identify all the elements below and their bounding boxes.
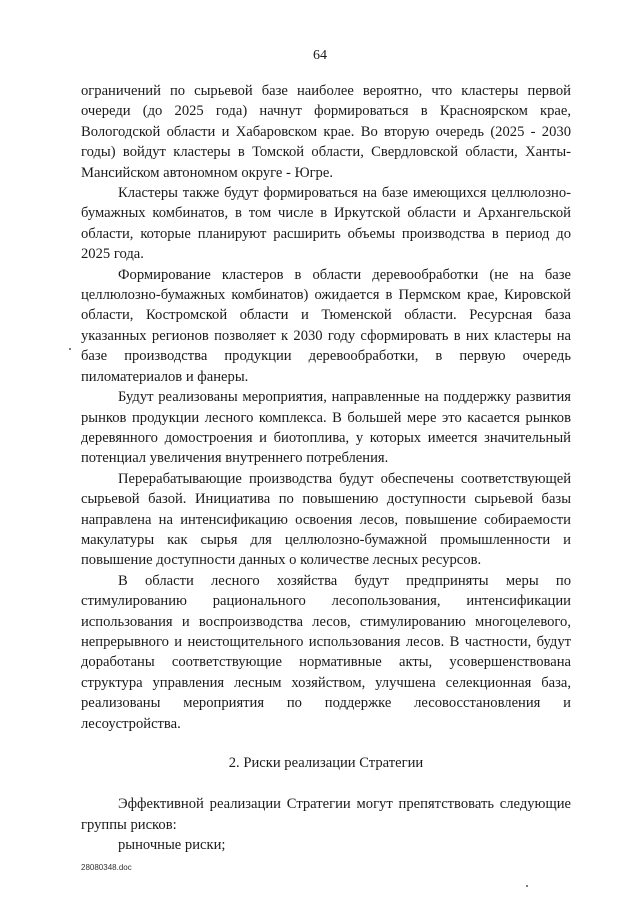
paragraph-market-development: Будут реализованы мероприятия, направленные на поддержку развития рынков продукции лесного комплекса. В большей мере это касается рынков деревянного домостроения и биотоплива, у которых имеется значительный потенциал увеличения внутреннего потребления. xyxy=(81,389,571,467)
paragraph-woodworking-clusters: Формирование кластеров в области деревообработки (не на базе целлюлозно-бумажных комбинатов) ожидается в Пермском крае, Кировской области, Костромской области и Тюменской области. Ресурсная база указанных регионов позволяет к 2030 году сформировать в них кластеры на базе производства продукции деревообработки, в первую очередь пиломатериалов и фанеры. xyxy=(81,266,571,385)
paragraph-clusters-regions: ограничений по сырьевой базе наиболее вероятно, что кластеры первой очереди (до 2025 года) начнут формироваться в Красноярском крае, Вологодской области и Хабаровском крае. Во вторую очередь (2025 - 2030 годы) войдут кластеры в Томской области, Свердловской области, Ханты-Мансийском автономном округе - Югре. xyxy=(81,83,571,181)
paragraph-pulp-mills: Кластеры также будут формироваться на базе имеющихся целлюлозно-бумажных комбинатов, в том числе в Иркутской области и Архангельской области, которые планируют расширить объемы производства в период до 2025 года. xyxy=(81,185,571,263)
paragraph-market-risks: рыночные риски; xyxy=(118,837,226,854)
scan-speck xyxy=(69,348,71,350)
scan-speck xyxy=(526,885,528,887)
paragraph-risk-groups: Эффективной реализации Стратегии могут препятствовать следующие группы рисков: xyxy=(81,796,571,833)
document-body xyxy=(81,81,571,856)
footer-filename: 28080348.doc xyxy=(81,863,132,872)
page-number: 64 xyxy=(313,48,327,63)
paragraph-raw-material-base: Перерабатывающие производства будут обеспечены соответствующей сырьевой базой. Инициатива по повышению доступности сырьевой базы направлена на интенсификацию освоения лесов, повышение собираемости макулатуры как сырья для целлюлозно-бумажной промышленности и повышение доступности данных о количестве лесных ресурсов. xyxy=(81,470,571,569)
paragraph-forestry-measures: В области лесного хозяйства будут предприняты меры по стимулированию рационального лесопользования, интенсификации использования и воспроизводства лесов, стимулированию многоцелевого, непрерывного и неистощительного использования лесов. В частности, будут доработаны соответствующие нормативные акты, усовершенствована структура управления лесным хозяйством, улучшена селекционная база, реализованы мероприятия по поддержке лесовосстановления и лесоустройства. xyxy=(81,572,571,732)
section-heading: 2. Риски реализации Стратегии xyxy=(228,755,424,771)
